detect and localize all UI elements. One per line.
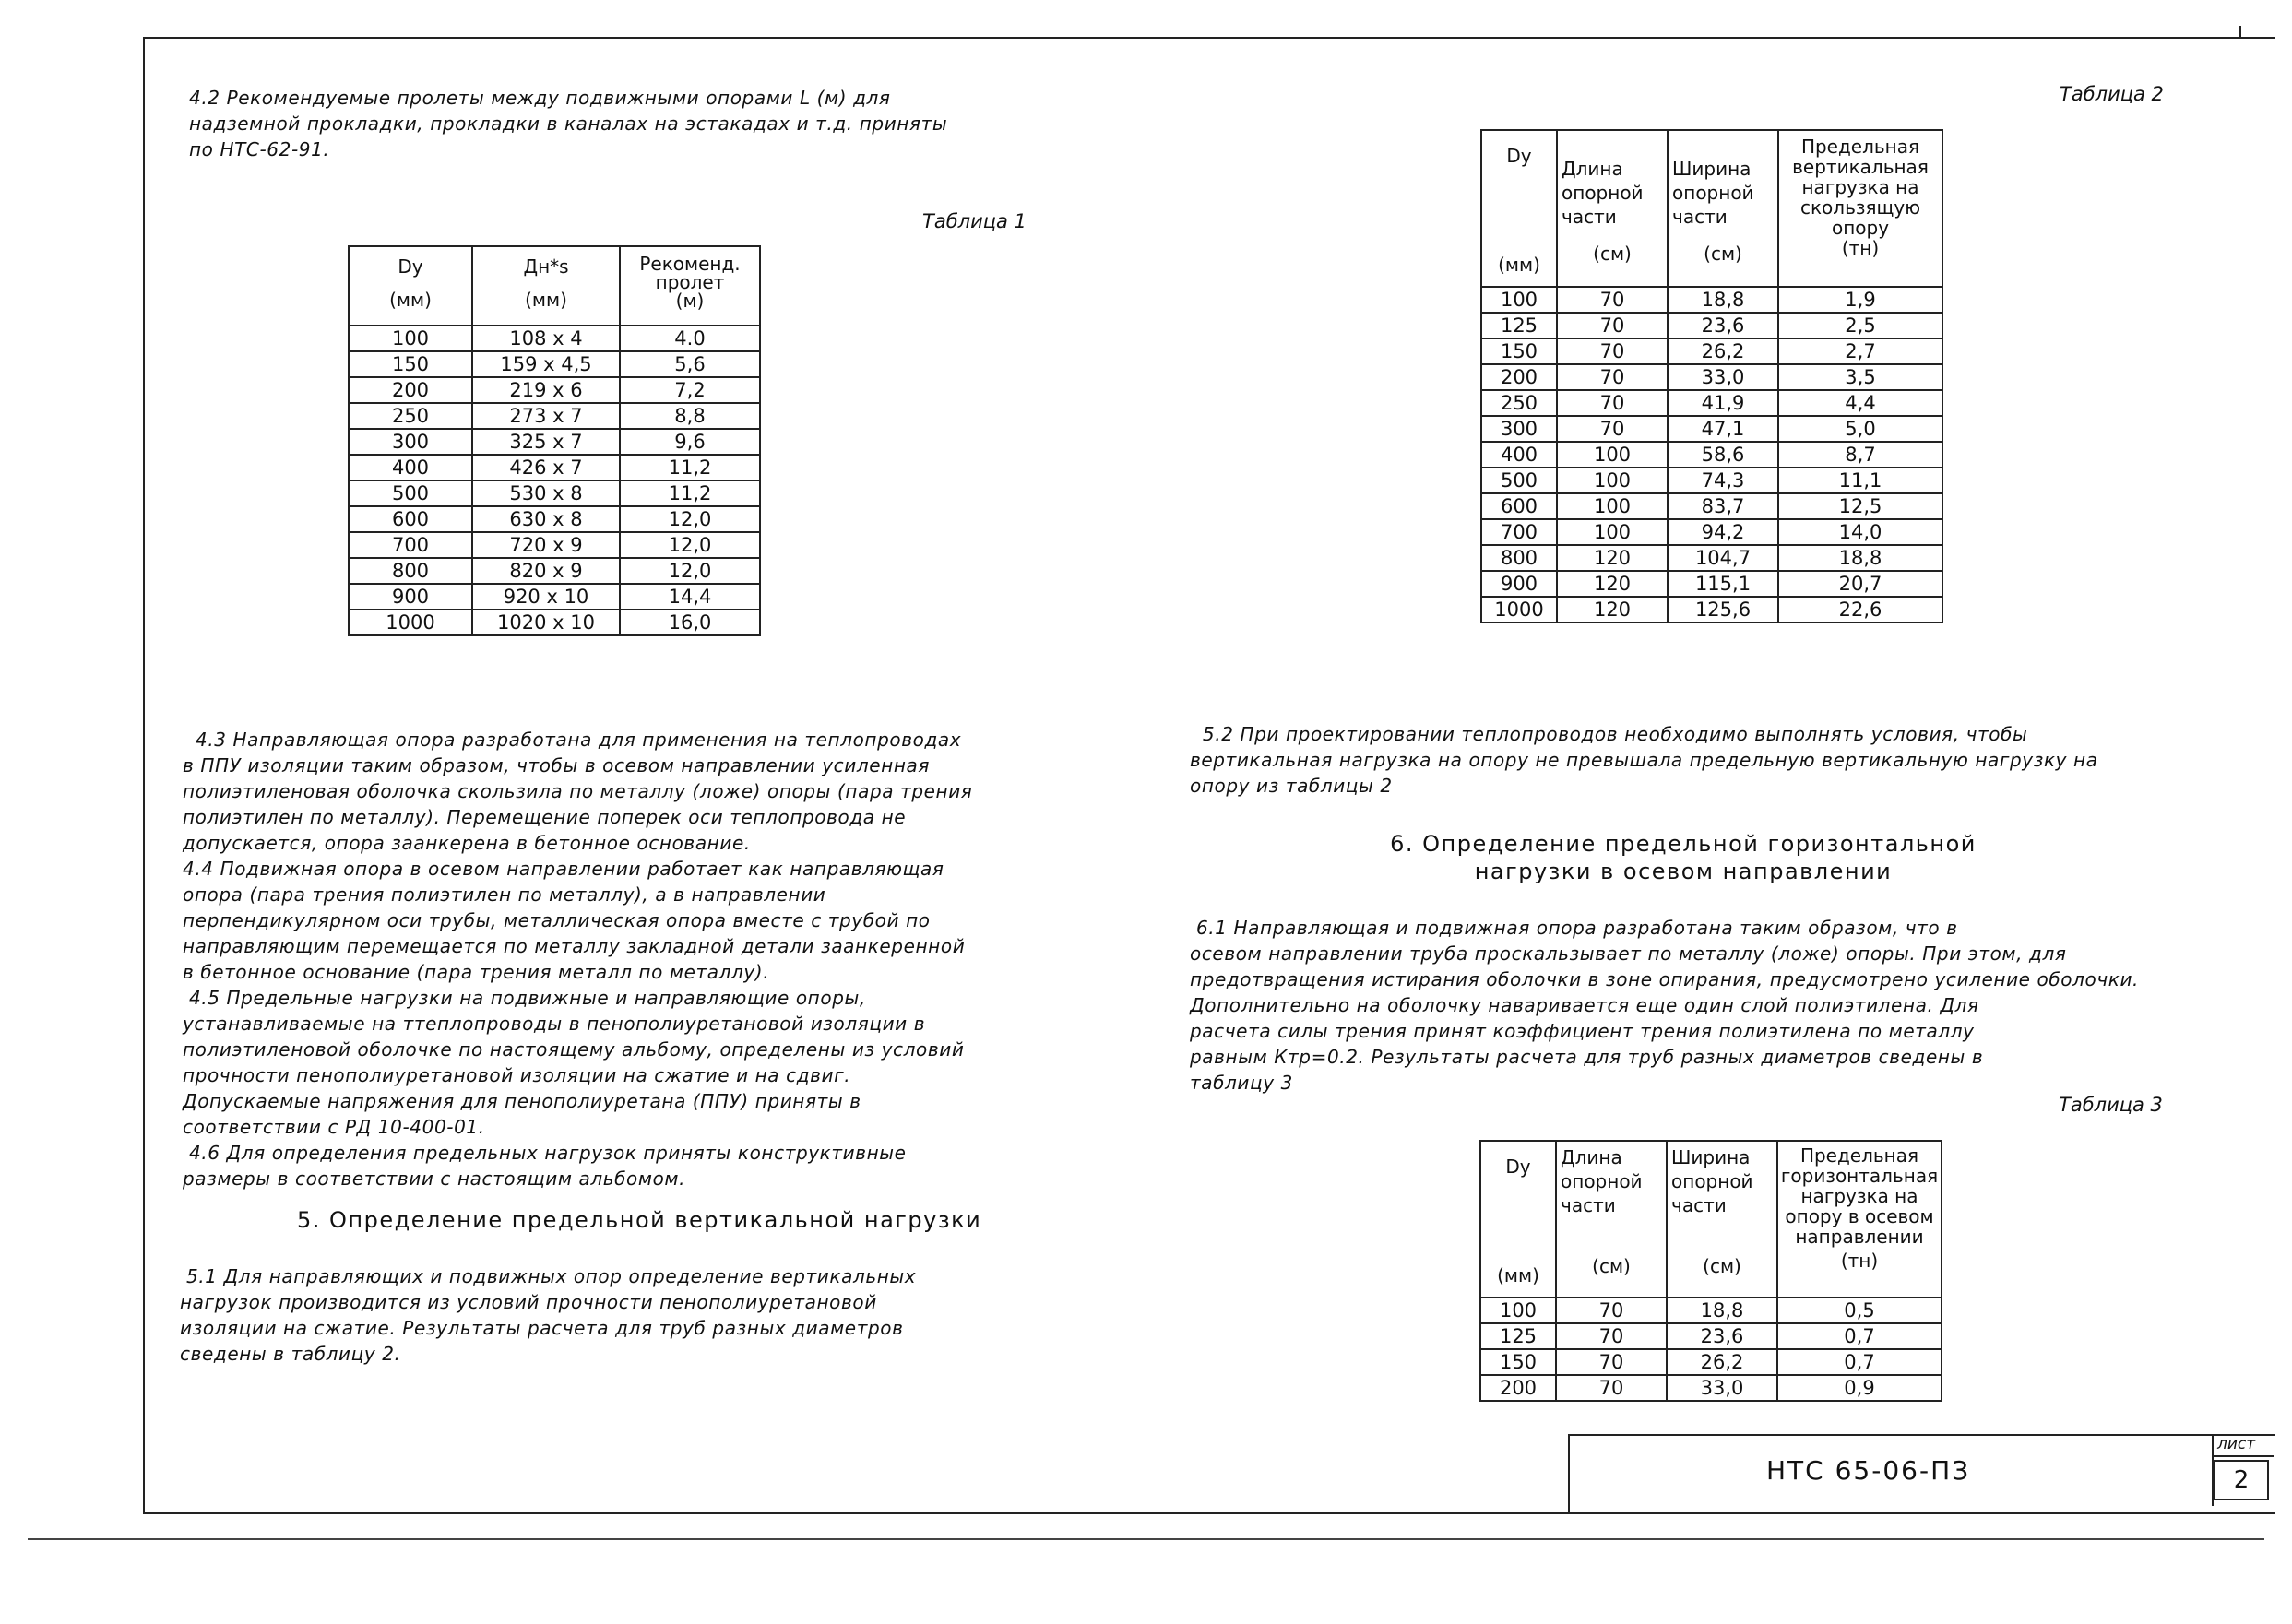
table2-cell: 70 (1557, 364, 1668, 390)
table2-header-length-unit: (см) (1593, 243, 1632, 265)
table2-cell: 100 (1481, 287, 1557, 313)
table2-cell: 58,6 (1668, 442, 1778, 468)
table1-row (349, 610, 760, 635)
table1-header-dn (472, 246, 620, 326)
table1-header-dn-label: Дн*s (523, 255, 569, 278)
table1-header-dy-unit: (мм) (389, 289, 432, 311)
table2-cell: 70 (1557, 338, 1668, 364)
table2-cell: 12,5 (1778, 493, 1942, 519)
table2-cell: 400 (1481, 442, 1557, 468)
table1-cell: 800 (349, 558, 472, 584)
frame-corner-tick (2239, 26, 2241, 39)
table3-row (1480, 1323, 1942, 1349)
table1-header-dy (349, 246, 472, 326)
section-6-heading-line2: нагрузки в осевом направлении (1474, 859, 1893, 884)
table2-cell: 2,7 (1778, 338, 1942, 364)
table2-cell: 8,7 (1778, 442, 1942, 468)
table1-cell: 16,0 (620, 610, 760, 635)
table2-row (1481, 545, 1942, 571)
table2-row (1481, 468, 1942, 493)
table1-cell: 4.0 (620, 326, 760, 351)
table1-header-dy-label: Dy (398, 255, 423, 278)
table2-cell: 100 (1557, 493, 1668, 519)
table1-row (349, 558, 760, 584)
table1-cell: 8,8 (620, 403, 760, 429)
table3-cell: 100 (1480, 1298, 1556, 1323)
table3-header-length-label: Длина опорной части (1561, 1146, 1643, 1216)
table2-cell: 600 (1481, 493, 1557, 519)
table3-cell: 33,0 (1667, 1375, 1777, 1401)
table1-row (349, 326, 760, 351)
table2 (1480, 129, 1943, 623)
table2-cell: 4,4 (1778, 390, 1942, 416)
table1-cell: 12,0 (620, 558, 760, 584)
table2-cell: 70 (1557, 287, 1668, 313)
table2-cell: 125 (1481, 313, 1557, 338)
table3-row (1480, 1375, 1942, 1401)
table1 (348, 245, 761, 636)
table2-header-width (1668, 130, 1778, 287)
table2-cell: 33,0 (1668, 364, 1778, 390)
table3-header-load-unit: (тн) (1840, 1250, 1879, 1272)
table2-header-width-label: Ширина опорной части (1672, 158, 1754, 228)
table2-row (1481, 493, 1942, 519)
table1-header-span (620, 246, 760, 326)
table2-header-dy (1481, 130, 1557, 287)
table3-header-load-label: Предельная горизонтальная нагрузка на опору в осевом направлении (1780, 1144, 1939, 1248)
table1-row (349, 584, 760, 610)
table2-cell: 18,8 (1668, 287, 1778, 313)
table2-row (1481, 519, 1942, 545)
table2-row (1481, 416, 1942, 442)
table2-row (1481, 287, 1942, 313)
table2-cell: 94,2 (1668, 519, 1778, 545)
table1-cell: 720 x 9 (472, 532, 620, 558)
table3-cell: 0,5 (1777, 1298, 1942, 1323)
table2-cell: 120 (1557, 545, 1668, 571)
table1-cell: 108 x 4 (472, 326, 620, 351)
table2-row (1481, 364, 1942, 390)
table1-cell: 900 (349, 584, 472, 610)
sheet-bottom-line (28, 1538, 2264, 1540)
sheet-box-divider (2212, 1455, 2274, 1457)
table1-cell: 1020 x 10 (472, 610, 620, 635)
table3-caption: Таблица 3 (2059, 1094, 2163, 1116)
table1-cell: 5,6 (620, 351, 760, 377)
table2-cell: 100 (1557, 519, 1668, 545)
table2-cell: 3,5 (1778, 364, 1942, 390)
table2-header-load (1778, 130, 1942, 287)
table2-cell: 300 (1481, 416, 1557, 442)
table1-cell: 920 x 10 (472, 584, 620, 610)
table2-cell: 120 (1557, 597, 1668, 622)
table2-row (1481, 313, 1942, 338)
section-5-1-text: 5.1 Для направляющих и подвижных опор определение вертикальных нагрузок производится из условий прочности пенополиуретановой изоляции на сжатие. Результаты расчета для труб разных диаметров сведены в таблицу 2. (180, 1265, 917, 1365)
table2-cell: 104,7 (1668, 545, 1778, 571)
table2-cell: 14,0 (1778, 519, 1942, 545)
sheet-label: лист (2217, 1435, 2256, 1453)
table1-cell: 1000 (349, 610, 472, 635)
table1-cell: 200 (349, 377, 472, 403)
table2-cell: 250 (1481, 390, 1557, 416)
table3-cell: 125 (1480, 1323, 1556, 1349)
table1-cell: 325 x 7 (472, 429, 620, 455)
section-4-2-text: 4.2 Рекомендуемые пролеты между подвижными опорами L (м) для надземной прокладки, прокладки в каналах на эстакадах и т.д. приняты по НТС-62-91. (189, 87, 948, 160)
section-4-3-to-4-6-text: 4.3 Направляющая опора разработана для применения на теплопроводах в ППУ изоляции таким образом, чтобы в осевом направлении усиленная полиэтиленовая оболочка скользила по металлу (ложе) опоры (пара трения полиэтилен по металлу). Перемещение поперек оси теплопровода не допускается, опора заанкерена в бетонное основание. 4.4 Подвижная опора в осевом направлении работает как направляющая опора (пара трения полиэтилен по металлу), а в направлении перпендикулярном оси трубы, металлическая опора вместе с трубой по направляющим перемещается по металлу закладной детали заанкеренной в бетонное основание (пара трения металл по металлу). 4.5 Предельные нагрузки на подвижные и направляющие опоры, устанавливаемые на ттеплопроводы в пенополиуретановой изоляции в полиэтиленовой оболочке по настоящему альбому, определены из условий прочности пенополиуретановой изоляции на сжатие и на сдвиг. Допускаемые напряжения для пенополиуретана (ППУ) приняты в соответствии с РД 10-400-01. 4.6 Для определения предельных нагрузок приняты конструктивные размеры в соответствии с настоящим альбомом. (183, 729, 973, 1190)
table1-cell: 273 x 7 (472, 403, 620, 429)
table2-cell: 200 (1481, 364, 1557, 390)
table1-caption: Таблица 1 (922, 210, 1027, 232)
table2-cell: 11,1 (1778, 468, 1942, 493)
table3-cell: 0,7 (1777, 1323, 1942, 1349)
table1-cell: 100 (349, 326, 472, 351)
table1-cell: 14,4 (620, 584, 760, 610)
table1-cell: 530 x 8 (472, 480, 620, 506)
table3-header-load (1777, 1141, 1942, 1298)
table3-cell: 70 (1556, 1349, 1667, 1375)
table1-cell: 630 x 8 (472, 506, 620, 532)
table3-header-width-label: Ширина опорной части (1671, 1146, 1753, 1216)
table1-cell: 11,2 (620, 480, 760, 506)
table2-cell: 1,9 (1778, 287, 1942, 313)
table1-header-dn-unit: (мм) (525, 289, 567, 311)
table1-cell: 820 x 9 (472, 558, 620, 584)
table2-row (1481, 390, 1942, 416)
section-5-heading: 5. Определение предельной вертикальной нагрузки (297, 1207, 982, 1233)
table3-cell: 0,7 (1777, 1349, 1942, 1375)
table2-cell: 5,0 (1778, 416, 1942, 442)
table2-cell: 900 (1481, 571, 1557, 597)
table3-header-width (1667, 1141, 1777, 1298)
table1-row (349, 532, 760, 558)
table2-cell: 1000 (1481, 597, 1557, 622)
table3-row (1480, 1349, 1942, 1375)
table1-cell: 219 x 6 (472, 377, 620, 403)
table1-cell: 12,0 (620, 532, 760, 558)
table2-cell: 70 (1557, 416, 1668, 442)
table2-cell: 18,8 (1778, 545, 1942, 571)
table1-cell: 250 (349, 403, 472, 429)
table2-caption: Таблица 2 (2060, 83, 2164, 105)
table3-cell: 70 (1556, 1375, 1667, 1401)
table1-row (349, 506, 760, 532)
table3-header-length (1556, 1141, 1667, 1298)
table1-cell: 150 (349, 351, 472, 377)
table2-cell: 41,9 (1668, 390, 1778, 416)
table1-cell: 9,6 (620, 429, 760, 455)
section-6-heading (1310, 830, 2057, 885)
table2-header-load-label: Предельная вертикальная нагрузка на скользящую опору (1792, 136, 1929, 239)
table1-row (349, 351, 760, 377)
table1-row (349, 377, 760, 403)
table2-cell: 20,7 (1778, 571, 1942, 597)
table2-cell: 150 (1481, 338, 1557, 364)
table1-row (349, 480, 760, 506)
table2-cell: 100 (1557, 442, 1668, 468)
sheet-number: 2 (2214, 1460, 2269, 1500)
table2-cell: 74,3 (1668, 468, 1778, 493)
table2-cell: 47,1 (1668, 416, 1778, 442)
table3-header-dy-label: Dy (1505, 1156, 1531, 1178)
table2-cell: 70 (1557, 313, 1668, 338)
table2-cell: 23,6 (1668, 313, 1778, 338)
table2-cell: 22,6 (1778, 597, 1942, 622)
table3-cell: 150 (1480, 1349, 1556, 1375)
table2-cell: 100 (1557, 468, 1668, 493)
table3-cell: 26,2 (1667, 1349, 1777, 1375)
table2-row (1481, 571, 1942, 597)
table2-cell: 700 (1481, 519, 1557, 545)
table1-row (349, 403, 760, 429)
table2-cell: 2,5 (1778, 313, 1942, 338)
table3-cell: 70 (1556, 1323, 1667, 1349)
table3-cell: 70 (1556, 1298, 1667, 1323)
table1-row (349, 455, 760, 480)
table1-cell: 600 (349, 506, 472, 532)
table3-cell: 18,8 (1667, 1298, 1777, 1323)
table1-row (349, 429, 760, 455)
table3-header-length-unit: (см) (1592, 1255, 1631, 1277)
table2-cell: 125,6 (1668, 597, 1778, 622)
document-code: НТС 65-06-ПЗ (1766, 1455, 1971, 1486)
table2-header-dy-label: Dy (1506, 145, 1532, 167)
table2-header-length-label: Длина опорной части (1562, 158, 1644, 228)
section-6-heading-line1: 6. Определение предельной горизонтальной (1390, 831, 1977, 857)
table2-header-width-unit: (см) (1704, 243, 1742, 265)
table1-cell: 159 x 4,5 (472, 351, 620, 377)
table2-cell: 800 (1481, 545, 1557, 571)
section-6-1-text: 6.1 Направляющая и подвижная опора разработана таким образом, что в осевом направлении труба проскальзывает по металлу (ложе) опоры. При этом, для предотвращения истирания оболочки в зоне опирания, предусмотрено усиление оболочки. Дополнительно на оболочку наваривается еще один слой полиэтилена. Для расчета силы трения принят коэффициент трения полиэтилена по металлу равным Ктр=0.2. Результаты расчета для труб разных диаметров сведены в таблицу 3 (1190, 917, 2140, 1094)
table3-cell: 200 (1480, 1375, 1556, 1401)
table3 (1479, 1140, 1942, 1402)
table2-row (1481, 442, 1942, 468)
table1-cell: 11,2 (620, 455, 760, 480)
table3-header-dy-unit: (мм) (1497, 1264, 1539, 1286)
table2-cell: 120 (1557, 571, 1668, 597)
table1-header-span-unit: (м) (675, 290, 705, 312)
table3-cell: 0,9 (1777, 1375, 1942, 1401)
table2-cell: 115,1 (1668, 571, 1778, 597)
table1-cell: 426 x 7 (472, 455, 620, 480)
table1-cell: 400 (349, 455, 472, 480)
table3-header-width-unit: (см) (1703, 1255, 1741, 1277)
table2-header-dy-unit: (мм) (1498, 254, 1540, 276)
table1-cell: 300 (349, 429, 472, 455)
table1-cell: 700 (349, 532, 472, 558)
table1-cell: 12,0 (620, 506, 760, 532)
table2-header-length (1557, 130, 1668, 287)
table2-header-load-unit: (тн) (1841, 237, 1880, 259)
table1-cell: 500 (349, 480, 472, 506)
table2-cell: 26,2 (1668, 338, 1778, 364)
table1-cell: 7,2 (620, 377, 760, 403)
section-5-2-text: 5.2 При проектировании теплопроводов необходимо выполнять условия, чтобы вертикальная нагрузка на опору не превышала предельную вертикальную нагрузку на опору из таблицы 2 (1190, 723, 2098, 797)
table2-row (1481, 338, 1942, 364)
table3-row (1480, 1298, 1942, 1323)
table3-header-dy (1480, 1141, 1556, 1298)
table2-cell: 500 (1481, 468, 1557, 493)
table3-cell: 23,6 (1667, 1323, 1777, 1349)
table1-header-span-label: Рекоменд. пролет (639, 253, 741, 293)
table2-cell: 70 (1557, 390, 1668, 416)
table2-cell: 83,7 (1668, 493, 1778, 519)
table2-row (1481, 597, 1942, 622)
